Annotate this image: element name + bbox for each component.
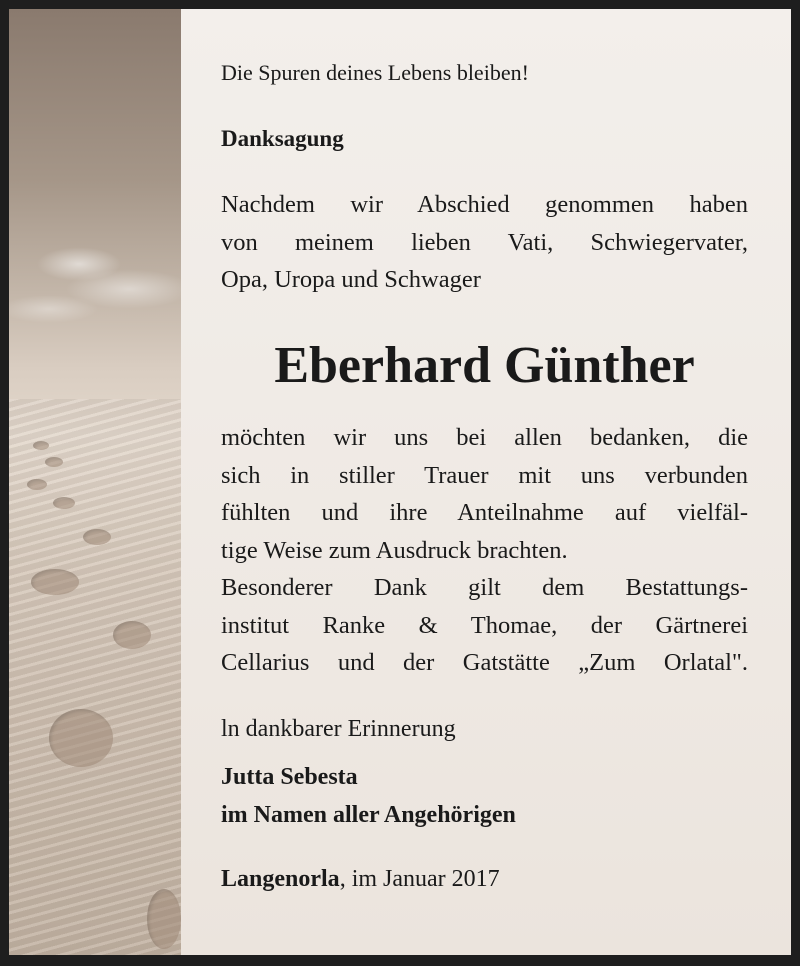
thanks-line: Cellarius und der Gatstätte „Zum Orlatal". (221, 649, 748, 676)
gratitude-line: ln dankbarer Erinnerung (221, 716, 456, 742)
thanks-paragraph (221, 419, 748, 682)
thanks-line: möchten wir uns bei allen bedanken, die (221, 424, 748, 451)
place-name: Langenorla (221, 866, 340, 892)
deceased-name: Eberhard Günther (274, 337, 695, 394)
beach-footprints-image (9, 9, 181, 955)
footprint (31, 569, 79, 595)
footprint (53, 497, 75, 509)
signature-subtitle: im Namen aller Angehörigen (221, 802, 516, 828)
heading-text: Danksagung (221, 126, 344, 151)
thanks-line: fühlten und ihre Anteilnahme auf vielfäl- (221, 499, 748, 526)
thanks-line: Besonderer Dank gilt dem Bestattungs- (221, 574, 748, 601)
place-date-line (221, 866, 500, 893)
date-text: , im Januar 2017 (339, 866, 500, 892)
footprint (49, 709, 113, 767)
motto-text: Die Spuren deines Lebens bleiben! (221, 60, 529, 85)
signature-name: Jutta Sebesta (221, 764, 358, 790)
footprint (27, 479, 47, 490)
intro-line: Opa, Uropa und Schwager (221, 266, 481, 293)
thanks-line: sich in stiller Trauer mit uns verbunden (221, 461, 748, 489)
footprint (113, 621, 151, 649)
intro-line: von meinem lieben Vati, Schwiegervater, (221, 228, 748, 256)
intro-line: Nachdem wir Abschied genommen haben (221, 191, 748, 218)
footprint (33, 441, 49, 450)
thanks-line: tige Weise zum Ausdruck brachten. (221, 536, 568, 564)
intro-paragraph (221, 186, 748, 299)
footprint (83, 529, 111, 545)
footprint (147, 889, 181, 949)
thanks-line: institut Ranke & Thomae, der Gärtnerei (221, 611, 748, 639)
footprint (45, 457, 63, 467)
